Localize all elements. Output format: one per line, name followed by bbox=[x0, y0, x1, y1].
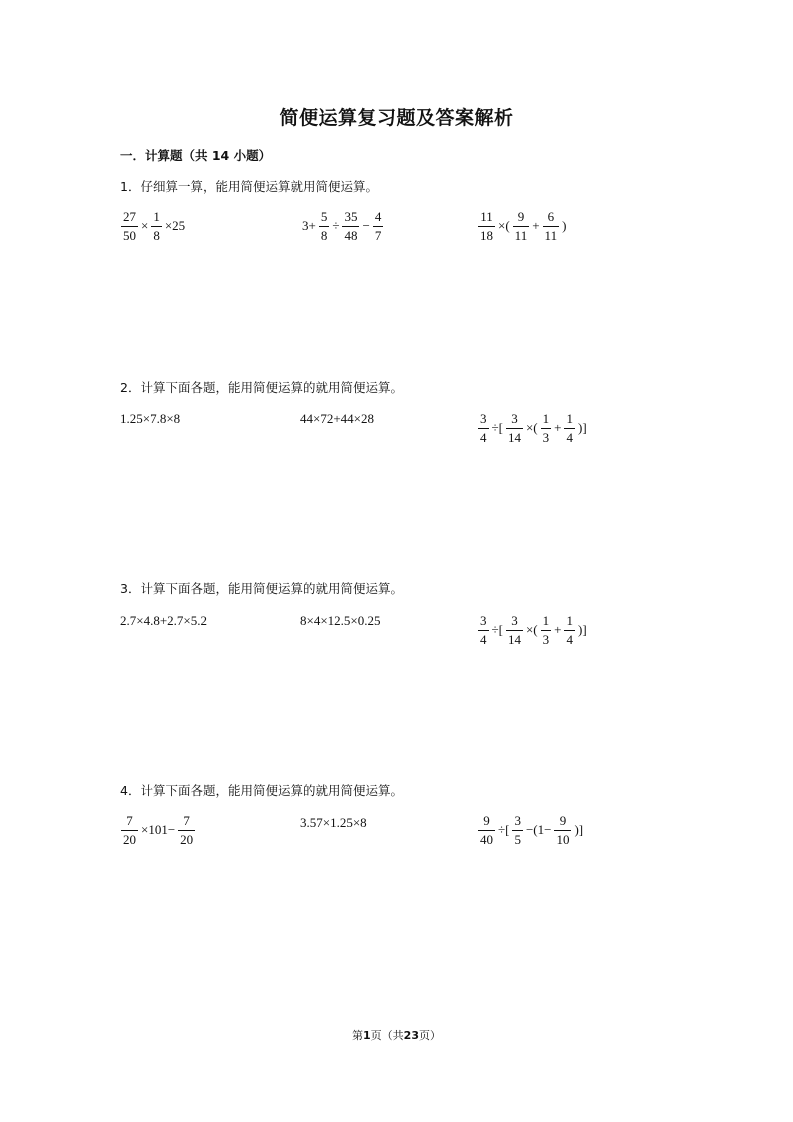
fraction: $\frac{4}{7}$ bbox=[374, 208, 382, 243]
question-2-prompt: 2．计算下面各题，能用简便运算的就用简便运算。 bbox=[120, 380, 403, 395]
fraction: $\frac{1}{3}$ bbox=[542, 612, 550, 647]
q4-expression-c: $\frac{9}{40}$ ÷[ $\frac{3}{5}$ −(1− $\frac{9}{10}$ )] bbox=[480, 812, 584, 847]
fraction: $\frac{35}{48}$ bbox=[344, 208, 358, 243]
fraction: $\frac{1}{8}$ bbox=[153, 208, 160, 243]
fraction: $\frac{3}{14}$ bbox=[507, 410, 521, 445]
q1-expression-a: $\frac{27}{50}$ × $\frac{1}{8}$ ×25 bbox=[123, 208, 186, 243]
page-footer: 第1页（共23页） bbox=[352, 1029, 441, 1042]
q2-expression-b: 44×72+44×28 bbox=[300, 411, 374, 426]
fraction: $\frac{1}{4}$ bbox=[566, 612, 573, 647]
fraction: $\frac{9}{11}$ bbox=[514, 208, 528, 243]
fraction: $\frac{1}{3}$ bbox=[542, 410, 550, 445]
q4-expression-b: 3.57×1.25×8 bbox=[300, 815, 367, 830]
document-title: 简便运算复习题及答案解析 bbox=[279, 107, 514, 129]
fraction: $\frac{6}{11}$ bbox=[544, 208, 558, 243]
q4-expression-a: $\frac{7}{20}$ ×101− $\frac{7}{20}$ bbox=[123, 812, 194, 847]
fraction: $\frac{27}{50}$ bbox=[123, 208, 136, 243]
fraction: $\frac{9}{40}$ bbox=[480, 812, 493, 847]
question-4-prompt: 4．计算下面各题，能用简便运算的就用简便运算。 bbox=[120, 783, 403, 798]
fraction: $\frac{9}{10}$ bbox=[556, 812, 570, 847]
q2-expression-a: 1.25×7.8×8 bbox=[120, 411, 181, 426]
q1-expression-c: $\frac{11}{18}$ ×( $\frac{9}{11}$ + $\frac{6}{11}$ ) bbox=[480, 208, 567, 243]
fraction: $\frac{3}{4}$ bbox=[480, 612, 487, 647]
fraction: $\frac{3}{4}$ bbox=[480, 410, 487, 445]
section-heading: 一．计算题（共 14 小题） bbox=[120, 148, 272, 163]
fraction: $\frac{3}{5}$ bbox=[514, 812, 521, 847]
fraction: $\frac{3}{14}$ bbox=[507, 612, 521, 647]
q3-expression-a: 2.7×4.8+2.7×5.2 bbox=[120, 613, 207, 628]
question-3-prompt: 3．计算下面各题，能用简便运算的就用简便运算。 bbox=[120, 581, 403, 596]
fraction: $\frac{11}{18}$ bbox=[480, 208, 493, 243]
q1-expression-b: 3+ $\frac{5}{8}$ ÷ $\frac{35}{48}$ − $\frac{4}{7}$ bbox=[302, 208, 382, 243]
question-1-prompt: 1．仔细算一算，能用简便运算就用简便运算。 bbox=[120, 179, 378, 194]
q3-expression-c: $\frac{3}{4}$ ÷[ $\frac{3}{14}$ ×( $\frac{1}{3}$ + $\frac{1}{4}$ )] bbox=[480, 612, 587, 647]
current-page-number: 1 bbox=[363, 1029, 371, 1042]
fraction: $\frac{5}{8}$ bbox=[320, 208, 328, 243]
total-page-count: 23 bbox=[403, 1029, 419, 1042]
fraction: $\frac{7}{20}$ bbox=[180, 812, 194, 847]
q3-expression-b: 8×4×12.5×0.25 bbox=[300, 613, 381, 628]
fraction: $\frac{1}{4}$ bbox=[566, 410, 573, 445]
q2-expression-c: $\frac{3}{4}$ ÷[ $\frac{3}{14}$ ×( $\frac{1}{3}$ + $\frac{1}{4}$ )] bbox=[480, 410, 587, 445]
fraction: $\frac{7}{20}$ bbox=[123, 812, 136, 847]
